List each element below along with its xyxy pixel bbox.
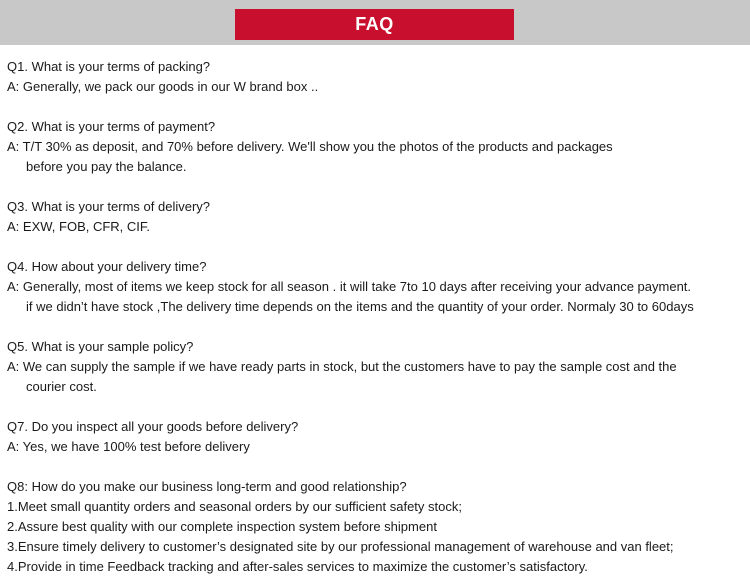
q8-point: 2.Assure best quality with our complete inspection system before shipment	[7, 519, 437, 534]
q2-answer-line2: before you pay the balance.	[26, 159, 187, 174]
q8-question: Q8: How do you make our business long-term and good relationship?	[7, 479, 407, 494]
header-band	[0, 0, 750, 45]
q4-answer-line2: if we didn’t have stock ,The delivery time depends on the items and the quantity of your order. Normaly 30 to 60days	[26, 299, 694, 314]
q5-question: Q5. What is your sample policy?	[7, 339, 194, 354]
q8-point: 3.Ensure timely delivery to customer’s designated site by our professional management of warehouse and van fleet;	[7, 539, 674, 554]
q1-answer: A: Generally, we pack our goods in our W brand box ..	[7, 79, 319, 94]
q7-question: Q7. Do you inspect all your goods before delivery?	[7, 419, 299, 434]
q4-answer-line1: A: Generally, most of items we keep stock for all season . it will take 7to 10 days after receiving your advance payment.	[7, 279, 692, 294]
q1-question: Q1. What is your terms of packing?	[7, 59, 211, 74]
q5-answer-line2: courier cost.	[26, 379, 97, 394]
q3-question: Q3. What is your terms of delivery?	[7, 199, 211, 214]
q2-answer-line1: A: T/T 30% as deposit, and 70% before delivery. We'll show you the photos of the products and packages	[7, 139, 613, 154]
q3-answer: A: EXW, FOB, CFR, CIF.	[7, 219, 151, 234]
q7-answer: A: Yes, we have 100% test before delivery	[7, 439, 250, 454]
q8-point: 4.Provide in time Feedback tracking and after-sales services to maximize the customer’s satisfactory.	[7, 559, 588, 574]
q8-point: 1.Meet small quantity orders and seasonal orders by our sufficient safety stock;	[7, 499, 462, 514]
q2-question: Q2. What is your terms of payment?	[7, 119, 216, 134]
faq-title: FAQ	[235, 9, 514, 40]
q5-answer-line1: A: We can supply the sample if we have ready parts in stock, but the customers have to pay the sample cost and the	[7, 359, 677, 374]
q4-question: Q4. How about your delivery time?	[7, 259, 207, 274]
